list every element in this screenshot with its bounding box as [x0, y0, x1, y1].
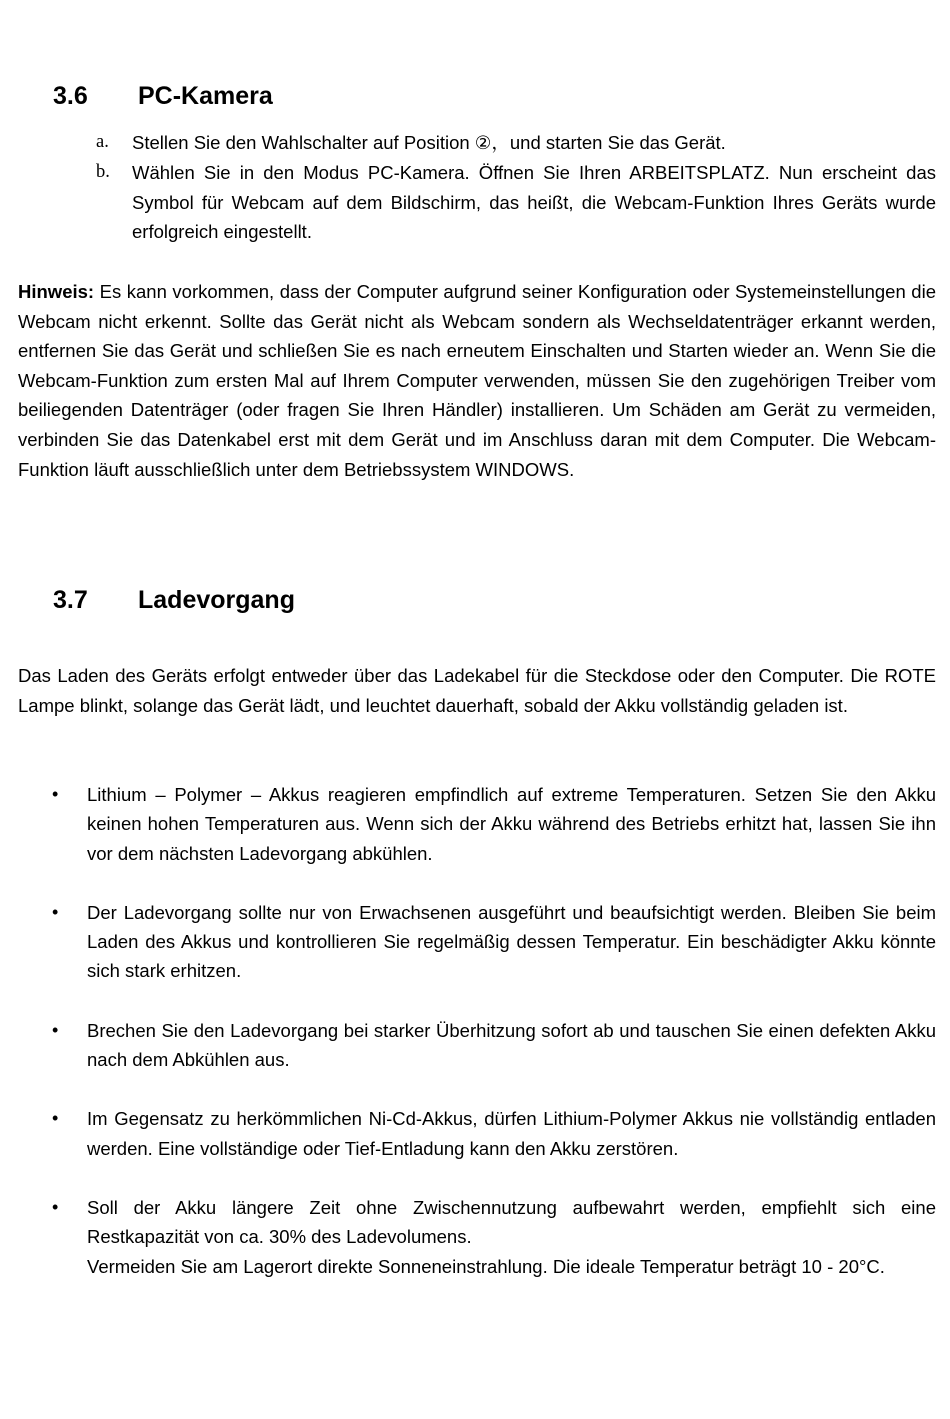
list-item-paragraph: Soll der Akku längere Zeit ohne Zwischennutzung aufbewahrt werden, empfiehlt sich eine Restkapazität von ca. 30% des Ladevolumens. [87, 1196, 936, 1248]
list-item [96, 158, 936, 247]
list-marker: a. [96, 132, 109, 152]
note-paragraph [18, 277, 936, 484]
list-item-text: Lithium – Polymer – Akkus reagieren empfindlich auf extreme Temperaturen. Setzen Sie den Akku keinen hohen Temperaturen aus. Wenn sich der Akku während des Betriebs erhitzt hat, lassen Sie ihn vor dem nächsten Ladevorgang abkühlen. [87, 784, 936, 864]
section-number: 3.7 [53, 586, 88, 614]
bullet-icon: • [52, 1196, 59, 1217]
section-title: Ladevorgang [138, 586, 295, 614]
section-heading-ladevorgang [53, 586, 295, 615]
list-item [52, 898, 936, 986]
bullet-icon: • [52, 784, 59, 804]
step-list [96, 128, 936, 247]
note-label: Hinweis: [18, 281, 95, 302]
list-item [52, 1193, 936, 1281]
list-item-text: Der Ladevorgang sollte nur von Erwachsenen ausgeführt und beaufsichtigt werden. Bleiben Sie beim Laden des Akkus und kontrollieren Sie regelmäßig dessen Temperatur. Ein beschädigter Akku könnte sich stark erhitzen. [87, 901, 936, 982]
section-heading-pc-kamera [53, 82, 273, 111]
bullet-icon: • [52, 901, 59, 922]
note-text: Es kann vorkommen, dass der Computer aufgrund seiner Konfiguration oder Systemeinstellungen die Webcam nicht erkennt. Sollte das Gerät nicht als Webcam sondern als Wechseldatenträger erkannt werden, entfernen Sie das Gerät und schließen Sie es nach erneutem Einschalten und Starten wieder an. Wenn Sie die Webcam-Funktion zum ersten Mal auf Ihrem Computer verwenden, müssen Sie den zugehörigen Treiber vom beiliegenden Datenträger (oder fragen Sie Ihren Händler) installieren. Um Schäden am Gerät zu vermeiden, verbinden Sie das Datenkabel erst mit dem Gerät und im Anschluss daran mit dem Computer. Die Webcam-Funktion läuft ausschließlich unter dem Betriebssystem WINDOWS. [18, 281, 936, 480]
bullet-icon: • [52, 1108, 59, 1129]
list-item-text: Brechen Sie den Ladevorgang bei starker Überhitzung sofort ab und tauschen Sie einen defekten Akku nach dem Abkühlen aus. [87, 1019, 936, 1071]
list-item-text: Stellen Sie den Wahlschalter auf Position ②，und starten Sie das Gerät. [132, 132, 726, 153]
bullet-list [52, 780, 936, 1311]
list-marker: b. [96, 161, 110, 182]
list-item [52, 1016, 936, 1075]
section-title: PC-Kamera [138, 82, 273, 110]
section-number: 3.6 [53, 82, 88, 110]
list-item [96, 128, 936, 158]
intro-paragraph: Das Laden des Geräts erfolgt entweder über das Ladekabel für die Steckdose oder den Computer. Die ROTE Lampe blinkt, solange das Gerät lädt, und leuchtet dauerhaft, sobald der Akku vollständig geladen ist. [18, 665, 936, 716]
bullet-icon: • [52, 1019, 59, 1040]
list-item-text: Im Gegensatz zu herkömmlichen Ni-Cd-Akkus, dürfen Lithium-Polymer Akkus nie vollständig entladen werden. Eine vollständige oder Tief-Entladung kann den Akku zerstören. [87, 1108, 936, 1159]
list-item-text: Wählen Sie in den Modus PC-Kamera. Öffnen Sie Ihren ARBEITSPLATZ. Nun erscheint das Symbol für Webcam auf dem Bildschirm, das heißt, die Webcam-Funktion Ihres Geräts wurde erfolgreich eingestellt. [132, 161, 936, 243]
list-item [52, 1104, 936, 1163]
list-item-text [87, 1193, 936, 1281]
list-item-paragraph: Vermeiden Sie am Lagerort direkte Sonneneinstrahlung. Die ideale Temperatur beträgt 10 - 20°C. [87, 1255, 885, 1277]
list-item [52, 780, 936, 868]
